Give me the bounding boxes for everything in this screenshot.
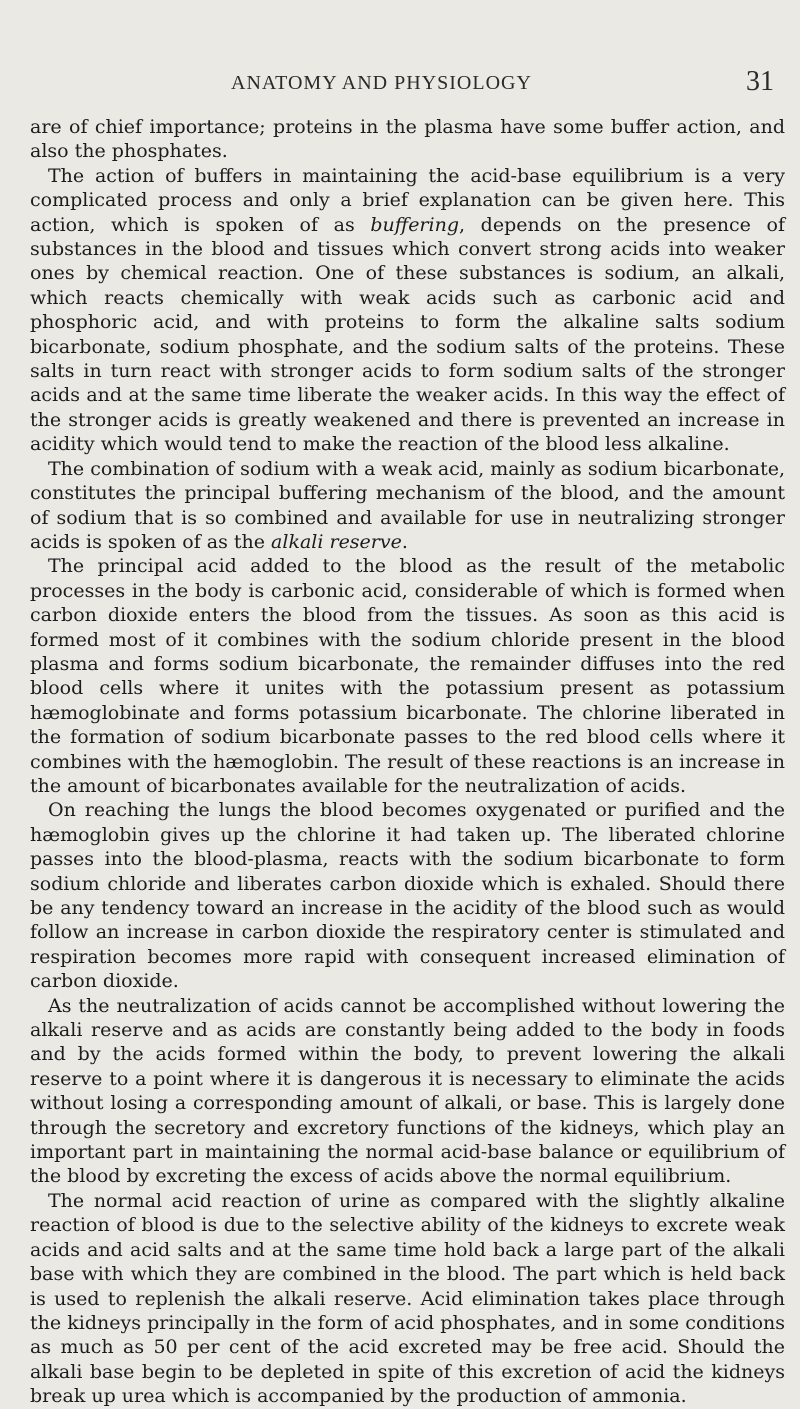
text-segment: The normal acid reaction of urine as compared with the slightly alkaline reaction of blood is due to the selective ability of the kidneys to excrete weak acids and acid salts and at the same time hold back a large part of the alkali base with which they are combined in the blood. The part which is held back is used to replenish the alkali reserve. Acid elimination takes place through the kidneys principally in the form of acid phosphates, and in some conditions as much as 50 per cent of the acid excreted may be free acid. Should the alkali base begin to be depleted in spite of this excretion of acid the kidneys break up urea which is accompanied by the production of ammonia.	[30, 1189, 785, 1408]
paragraph-buffer-action	[30, 164, 785, 457]
term-buffering: buffering	[370, 213, 459, 236]
page-number: 31	[746, 66, 774, 97]
term-alkali-reserve: alkali reserve	[271, 530, 402, 553]
paragraph-carbonic-acid	[30, 554, 785, 798]
text-segment: are of chief importance; proteins in the plasma have some buffer action, and also the phosphates.	[30, 116, 785, 163]
text-segment: The action of buffers in maintaining the acid-base equilibrium is a very complicated process and only a brief explanation can be given here. This action, which is spoken of as	[30, 164, 785, 236]
text-segment: On reaching the lungs the blood becomes oxygenated or purified and the hæmoglobin gives up the chlorine it had taken up. The liberated chlorine passes into the blood-plasma, reacts with the sodium bicarbonate to form sodium chloride and liberates carbon dioxide which is exhaled. Should there be any tendency toward an increase in the acidity of the blood such as would follow an increase in carbon dioxide the respiratory center is stimulated and respiration becomes more rapid with consequent increased elimination of carbon dioxide.	[30, 799, 785, 993]
paragraph-continuation	[30, 115, 785, 164]
text-segment: .	[401, 530, 408, 553]
text-segment: The combination of sodium with a weak acid, mainly as sodium bicarbonate, constitutes the principal buffering mechanism of the blood, and the amount of sodium that is so combined and available for use in neutralizing stronger acids is spoken of as the	[30, 457, 785, 553]
running-head: ANATOMY AND PHYSIOLOGY	[231, 72, 532, 94]
paragraph-lungs	[30, 798, 785, 993]
body-text	[30, 115, 785, 1409]
paragraph-urine-reaction	[30, 1189, 785, 1409]
text-segment: As the neutralization of acids cannot be accomplished without lowering the alkali reserve and as acids are constantly being added to the body in foods and by the acids formed within the body, to prevent lowering the alkali reserve to a point where it is dangerous it is necessary to eliminate the acids without losing a corresponding amount of alkali, or base. This is largely done through the secretory and excretory functions of the kidneys, which play an important part in maintaining the normal acid-base balance or equilibrium of the blood by excreting the excess of acids above the normal equilibrium.	[30, 994, 785, 1188]
paragraph-neutralization	[30, 994, 785, 1189]
paragraph-alkali-reserve	[30, 457, 785, 555]
text-segment: , depends on the presence of substances in the blood and tissues which convert strong acids into weaker ones by chemical reaction. One of these substances is sodium, an alkali, which reacts chemically with weak acids such as carbonic acid and phosphoric acid, and with proteins to form the alkaline salts sodium bicarbonate, sodium phosphate, and the sodium salts of the proteins. These salts in turn react with stronger acids to form sodium salts of the stronger acids and at the same time liberate the weaker acids. In this way the effect of the stronger acids is greatly weakened and there is prevented an increase in acidity which would tend to make the reaction of the blood less alkaline.	[30, 213, 785, 456]
text-segment: The principal acid added to the blood as the result of the metabolic processes in the body is carbonic acid, considerable of which is formed when carbon dioxide enters the blood from the tissues. As soon as this acid is formed most of it combines with the sodium chloride present in the blood plasma and forms sodium bicarbonate, the remainder diffuses into the red blood cells where it unites with the potassium present as potassium hæmoglobinate and forms potassium bicarbonate. The chlorine liberated in the formation of sodium bicarbonate passes to the red blood cells where it combines with the hæmoglobin. The result of these reactions is an increase in the amount of bicarbonates available for the neutralization of acids.	[30, 555, 785, 797]
